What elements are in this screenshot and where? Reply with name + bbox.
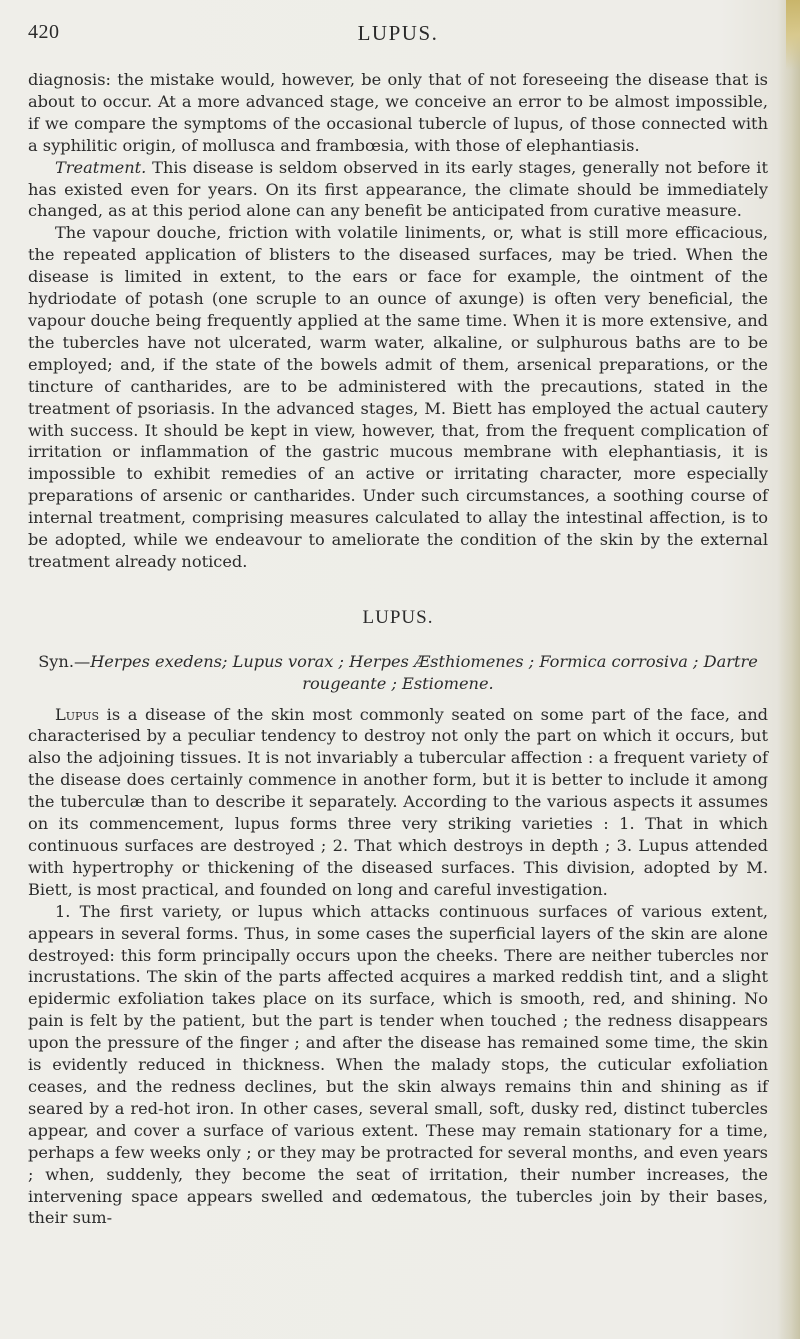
running-head: LUPUS.: [357, 21, 439, 45]
synonyms-prefix: Syn.—: [38, 651, 91, 671]
lead-word: Lupus: [55, 704, 100, 724]
synonyms-list: Herpes exedens; Lupus vorax ; Herpes Æsthiomenes ; Formica corrosiva ; Dartre rougeante ; Estiomene.: [90, 651, 758, 693]
body-text: [28, 69, 768, 1229]
synonyms: [28, 651, 768, 695]
page-number: 420: [28, 21, 60, 43]
paragraph-first-variety: 1. The first variety, or lupus which attacks continuous surfaces of various extent, appears in several forms. Thus, in some cases the superficial layers of the skin are alone destroyed: this form principally occurs upon the cheeks. There are neither tubercles nor incrustations. The skin of the parts affected acquires a marked reddish tint, and a slight epidermic exfoliation takes place on its surface, which is smooth, red, and shining. No pain is felt by the patient, but the part is tender when touched ; the redness disappears upon the pressure of the finger ; and after the disease has remained some time, the skin is evidently reduced in thickness. When the malady stops, the cuticular exfoliation ceases, and the redness declines, but the skin always remains thin and shining as if seared by a red-hot iron. In other cases, several small, soft, dusky red, distinct tubercles appear, and cover a surface of various extent. These may remain stationary for a time, perhaps a few weeks only ; or they may be protracted for several months, and even years ; when, suddenly, they become the seat of irritation, their number increases, the intervening space appears swelled and œdematous, the tubercles join by their bases, their sum-: [28, 901, 768, 1228]
treatment-text: This disease is seldom observed in its early stages, generally not before it has existed even for years. On its first appearance, the climate should be immediately changed, as at this period alone can any benefit be anticipated from curative measure.: [28, 157, 768, 221]
page-header: [28, 21, 768, 47]
paragraph-lupus-intro: [28, 704, 768, 901]
paragraph-diagnosis: diagnosis: the mistake would, however, be only that of not foreseeing the disease that is about to occur. At a more advanced stage, we conceive an error to be almost impossible, if we compare the symptoms of the occasional tubercle of lupus, of those connected with a syphilitic origin, of mollusca and frambœsia, with those of elephantiasis.: [28, 70, 768, 155]
lupus-intro-text: is a disease of the skin most commonly seated on some part of the face, and characterised by a peculiar tendency to destroy not only the part on which it occurs, but also the adjoining tissues. It is not invariably a tubercular affection : a frequent variety of the disease does certainly commence in another form, but it is better to include it among the tuberculæ than to describe it separately. According to the various aspects it assumes on its commencement, lupus forms three very striking varieties : 1. That in which continuous surfaces are destroyed ; 2. That which destroys in depth ; 3. Lupus attended with hypertrophy or thickening of the diseased surfaces. This division, adopted by M. Biett, is most practical, and founded on long and careful investigation.: [28, 704, 768, 899]
corner-stain: [786, 0, 800, 70]
paragraph-vapour-douche: The vapour douche, friction with volatile liniments, or, what is still more efficacious, the repeated application of blisters to the diseased surfaces, may be tried. When the disease is limited in extent, to the ears or face for example, the ointment of the hydriodate of potash (one scruple to an ounce of axunge) is often very beneficial, the vapour douche being frequently applied at the same time. When it is more extensive, and the tubercles have not ulcerated, warm water, alkaline, or sulphurous baths are to be employed; and, if the state of the bowels admit of them, arsenical preparations, or the tincture of cantharides, are to be administered with the precautions, stated in the treatment of psoriasis. In the advanced stages, M. Biett has employed the actual cautery with success. It should be kept in view, however, that, from the frequent complication of irritation or inflammation of the gastric mucous membrane with elephantiasis, it is impossible to exhibit remedies of an active or irritating character, more especially preparations of arsenic or cantharides. Under such circumstances, a soothing course of internal treatment, comprising measures calculated to allay the intestinal affection, is to be adopted, while we endeavour to ameliorate the condition of the skin by the external treatment already noticed.: [28, 223, 768, 571]
treatment-label: Treatment.: [55, 157, 147, 177]
section-title: LUPUS.: [362, 606, 434, 628]
page-edge-stain: [778, 0, 800, 1339]
paragraph-treatment: [28, 157, 768, 223]
